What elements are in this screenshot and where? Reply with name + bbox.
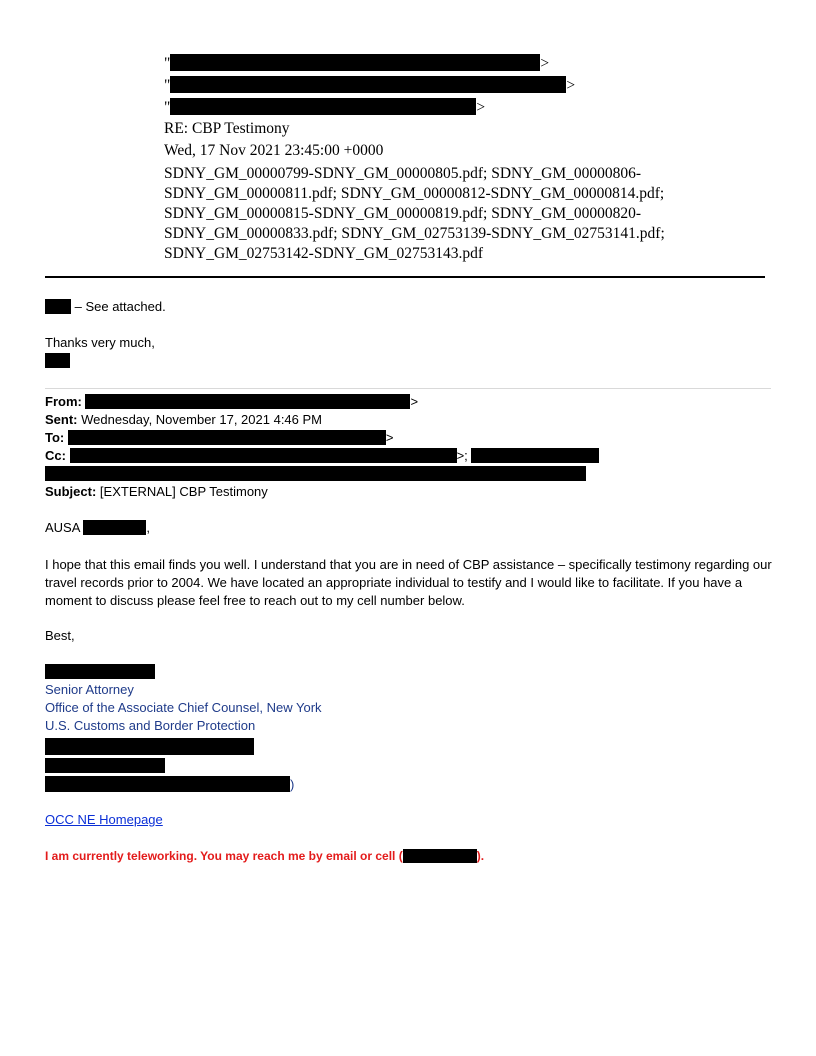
redaction-box <box>85 394 410 409</box>
orig-to-row: To: > <box>45 430 394 445</box>
reply-thanks: Thanks very much, <box>45 335 155 350</box>
redaction-box <box>68 430 386 445</box>
sig-redacted-1 <box>45 738 254 755</box>
salutation: AUSA , <box>45 520 150 535</box>
header-divider <box>45 276 765 278</box>
reply-text: – See attached. <box>71 299 166 314</box>
cc-value: " > <box>164 99 486 116</box>
attachments-value[interactable]: SDNY_GM_00000799-SDNY_GM_00000805.pdf; SDNY_GM_00000806-SDNY_GM_00000811.pdf; SDNY_GM_00000812-SDNY_GM_00000814.pdf; SDNY_GM_00000815-SDNY_GM_00000819.pdf; SDNY_GM_00000820-SDNY_GM_00000833.pdf; SDNY_GM_02753139-SDNY_GM_02753141.pdf; SDNY_GM_02753142-SDNY_GM_02753143.pdf <box>164 165 665 262</box>
orig-to-label: To: <box>45 430 65 445</box>
redaction-box <box>471 448 599 463</box>
sig-redacted-2 <box>45 758 165 773</box>
orig-from-row: From: > <box>45 394 419 409</box>
orig-from-label: From: <box>45 394 82 409</box>
orig-sent-value: Wednesday, November 17, 2021 4:46 PM <box>81 412 323 427</box>
reply-signature <box>45 353 70 368</box>
orig-sent-row <box>45 412 322 427</box>
orig-subject-row <box>45 484 268 499</box>
orig-subject-label: Subject: <box>45 484 97 499</box>
homepage-row <box>45 812 163 827</box>
sig-name <box>45 664 155 679</box>
orig-cc-row: Cc: >; <box>45 448 599 463</box>
redaction-box <box>45 353 70 368</box>
redaction-box <box>170 54 540 71</box>
sig-title: Senior Attorney <box>45 682 134 697</box>
redaction-box <box>403 849 477 863</box>
closing: Best, <box>45 628 75 643</box>
orig-sent-label: Sent: <box>45 412 78 427</box>
reply-line <box>45 299 166 314</box>
orig-cc-label: Cc: <box>45 448 66 463</box>
redaction-box <box>45 776 290 792</box>
message-divider <box>45 388 771 389</box>
orig-subject-value: [EXTERNAL] CBP Testimony <box>99 484 268 499</box>
telework-notice: I am currently teleworking. You may reach me by email or cell ( ). <box>45 849 485 863</box>
redaction-box <box>170 98 476 115</box>
redaction-box <box>170 76 566 93</box>
redaction-box <box>83 520 146 535</box>
homepage-link[interactable]: OCC NE Homepage <box>45 812 163 827</box>
to-value: " > <box>164 77 576 94</box>
date-value: Wed, 17 Nov 2021 23:45:00 +0000 <box>164 142 384 159</box>
sig-office: Office of the Associate Chief Counsel, New York <box>45 700 322 715</box>
redaction-box <box>45 738 254 755</box>
message-body: I hope that this email finds you well. I understand that you are in need of CBP assistance – specifically testimony regarding our travel records prior to 2004. We have located an appropriate individual to testify and I would like to facilitate. If you have a moment to discuss please feel free to reach out to my cell number below. <box>45 557 772 608</box>
sig-redacted-3: ) <box>45 776 294 792</box>
sig-agency: U.S. Customs and Border Protection <box>45 718 256 733</box>
redaction-box <box>45 758 165 773</box>
orig-cc-row-2 <box>45 466 586 481</box>
redaction-box <box>45 299 71 314</box>
from-value: " > <box>164 55 550 72</box>
redaction-box <box>45 664 155 679</box>
redaction-box <box>70 448 457 463</box>
redaction-box <box>45 466 586 481</box>
subject-value: RE: CBP Testimony <box>164 120 290 137</box>
